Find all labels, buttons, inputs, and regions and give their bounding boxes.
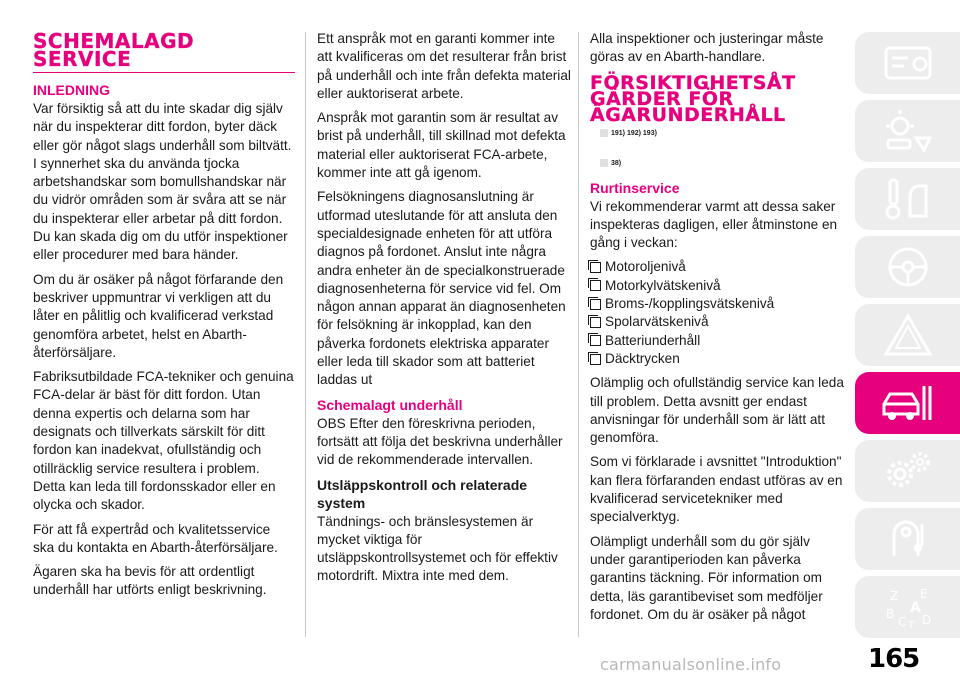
caution-reference-text: 38)	[611, 159, 622, 167]
paragraph: OBS Efter den föreskrivna perioden, fortsätt att följa det beskrivna underhåller vid de rekommenderade intervallen.	[317, 415, 563, 468]
owner-precautions-title	[590, 71, 845, 126]
car-wrench-icon	[880, 380, 936, 426]
paragraph: Fabriksutbildade FCA-tekniker och genuina FCA-delar är bäst för ditt fordon. Utan denna expertis och delarna som har designats och tillverkats särskilt för ditt fordon kan inadekvat, ofullständig och otillräcklig service resultera i problem. Detta kan leda till fordonsskador eller en olycka och skador.	[33, 369, 294, 513]
section-title-line: SCHEMALAGD	[33, 29, 195, 53]
list-item	[590, 295, 845, 313]
chapter-tab-starting-driving[interactable]	[855, 236, 960, 298]
paragraph: Tändnings- och bränslesystemen är mycket viktiga för utsläppskontrollsystemet och för effektiv motordrift. Mixtra inte med dem.	[317, 513, 558, 584]
chapter-tab-technical-data[interactable]	[855, 440, 960, 502]
chapter-tab-multimedia[interactable]	[855, 508, 960, 570]
key-seat-icon	[880, 176, 936, 222]
media-nav-icon	[880, 516, 936, 562]
chapter-tab-maintenance[interactable]	[855, 372, 960, 434]
column-3	[590, 30, 845, 630]
list-item	[590, 277, 845, 295]
index-letter: D	[921, 613, 931, 627]
paragraph: Som vi förklarade i avsnittet "Introduktion" kan flera förfaranden endast utföras av en kvalificerad servicetekniker med specialverktyg.	[590, 454, 843, 525]
checkbox-icon	[590, 280, 601, 291]
emission-control-heading: Utsläppskontroll och relaterade system	[317, 476, 528, 511]
caution-mark-icon	[600, 159, 608, 167]
title-line: GÄRDER FÖR	[590, 87, 734, 110]
steering-wheel-icon	[880, 244, 936, 290]
column-divider	[578, 32, 579, 637]
paragraph: Om du är osäker på något förfarande den beskriver uppmuntrar vi verkligen att du låter en pålitlig och kvalificerad verkstad genomföra arbetet, helst en Abarth-återförsäljare.	[33, 271, 284, 360]
index-letter: B	[885, 607, 894, 621]
checkbox-icon	[590, 262, 601, 273]
paragraph: Var försiktig så att du inte skadar dig själv när du inspekterar ditt fordon, byter däck eller gör något slags underhåll som biltvätt. I synnerhet ska du använda tjocka arbetshandskar som bomullshandskar när du vidrör områden som är svåra att se när du inspekterar eller arbetar på ditt fordon. Du kan skada dig om du utför inspektioner eller procedurer med bara händer.	[33, 101, 292, 263]
checkbox-icon	[590, 354, 601, 365]
index-letter: Z	[889, 589, 898, 603]
list-item-text: Broms-/kopplingsvätskenivå	[605, 296, 775, 312]
list-item	[590, 313, 845, 331]
list-item	[590, 332, 845, 350]
title-line: FÖRSIKTIGHETSÅT	[590, 71, 796, 94]
checkbox-icon	[590, 335, 601, 346]
chapter-tab-emergency[interactable]	[855, 304, 960, 366]
warning-reference-text: 191) 192) 193)	[611, 129, 657, 137]
dashboard-icon	[880, 40, 936, 86]
scheduled-maintenance-heading: Schemalagt underhåll	[317, 396, 463, 413]
paragraph: Ägaren ska ha bevis för att ordentligt underhåll har utförts enligt beskrivning.	[33, 564, 267, 598]
paragraph: Felsökningens diagnosanslutning är utformad uteslutande för att ansluta den specialdesignade enheten för att utföra diagnos på fordonet. Anslut inte några andra enheter än de specialkonstruerade diagnosenheterna för service vid fel. Om någon annan apparat än diagnosenheten för felsökning är inkopplad, kan den påverka fordonets elektriska apparater eller leda till skador som att batteriet laddas ut	[317, 189, 566, 388]
paragraph: Anspråk mot garantin som är resultat av brist på underhåll, till skillnad mot defekta material eller auktoriserat FCA-arbete, kommer inte att gå igenom.	[317, 110, 566, 181]
watermark: carmanualsonline.info	[600, 655, 782, 674]
paragraph: Olämplig och ofullständig service kan leda till problem. Detta avsnitt ger endast anvisningar för underhåll som är lätt att genomföra.	[590, 375, 844, 446]
chapter-tab-warning-lights[interactable]	[855, 100, 960, 162]
list-item-text: Batteriunderhåll	[605, 332, 701, 348]
page-number: 165	[868, 644, 920, 674]
gears-icon	[880, 448, 936, 494]
index-letter: T	[907, 620, 914, 630]
paragraph: För att få expertråd och kvalitetsservice ska du kontakta en Abarth-återförsäljare.	[33, 521, 278, 555]
warning-reference	[600, 129, 845, 137]
list-item-text: Däcktrycken	[605, 350, 680, 366]
index-letter: C	[897, 615, 906, 629]
list-item	[590, 258, 845, 276]
title-line: ÄGARUNDERHÅLL	[590, 103, 786, 126]
checkbox-icon	[590, 317, 601, 328]
intro-heading: INLEDNING	[33, 82, 110, 98]
title-underline	[33, 72, 295, 73]
section-title	[33, 29, 295, 71]
list-item	[590, 350, 845, 368]
column-2	[317, 30, 572, 592]
checkbox-icon	[590, 299, 601, 310]
chapter-tab-index[interactable]	[855, 576, 960, 638]
chapter-sidebar	[855, 32, 960, 632]
paragraph: Vi rekommenderar varmt att dessa saker inspekteras dagligen, eller åtminstone en gång i veckan:	[590, 198, 838, 251]
paragraph: Olämpligt underhåll som du gör själv under garantiperioden kan påverka garantins täckning. För information om detta, läs garantibeviset som medföljer fordonet. Om du är osäker på något	[590, 533, 823, 622]
section-title-line: SERVICE	[33, 47, 132, 71]
index-letters-icon	[880, 584, 936, 630]
index-letter: A	[909, 600, 921, 616]
column-1	[33, 30, 295, 606]
checklist	[590, 258, 845, 368]
index-letter: E	[919, 587, 928, 601]
paragraph: Alla inspektioner och justeringar måste göras av en Abarth-handlare.	[590, 31, 824, 65]
chapter-tab-safety[interactable]	[855, 168, 960, 230]
warning-lights-icon	[880, 108, 936, 154]
caution-reference	[600, 159, 845, 167]
list-item-text: Spolarvätskenivå	[605, 314, 709, 330]
warning-mark-icon	[600, 129, 608, 137]
paragraph: Ett anspråk mot en garanti kommer inte att kvalificeras om det resulterar från brist på underhåll och inte från defekta material eller auktoriserat arbete.	[317, 31, 571, 101]
chapter-tab-dashboard[interactable]	[855, 32, 960, 94]
hazard-triangle-icon	[880, 312, 936, 358]
column-divider	[305, 32, 306, 637]
list-item-text: Motoroljenivå	[605, 259, 686, 275]
list-item-text: Motorkylvätskenivå	[605, 277, 721, 293]
routine-service-heading: Rurtinservice	[590, 179, 680, 196]
